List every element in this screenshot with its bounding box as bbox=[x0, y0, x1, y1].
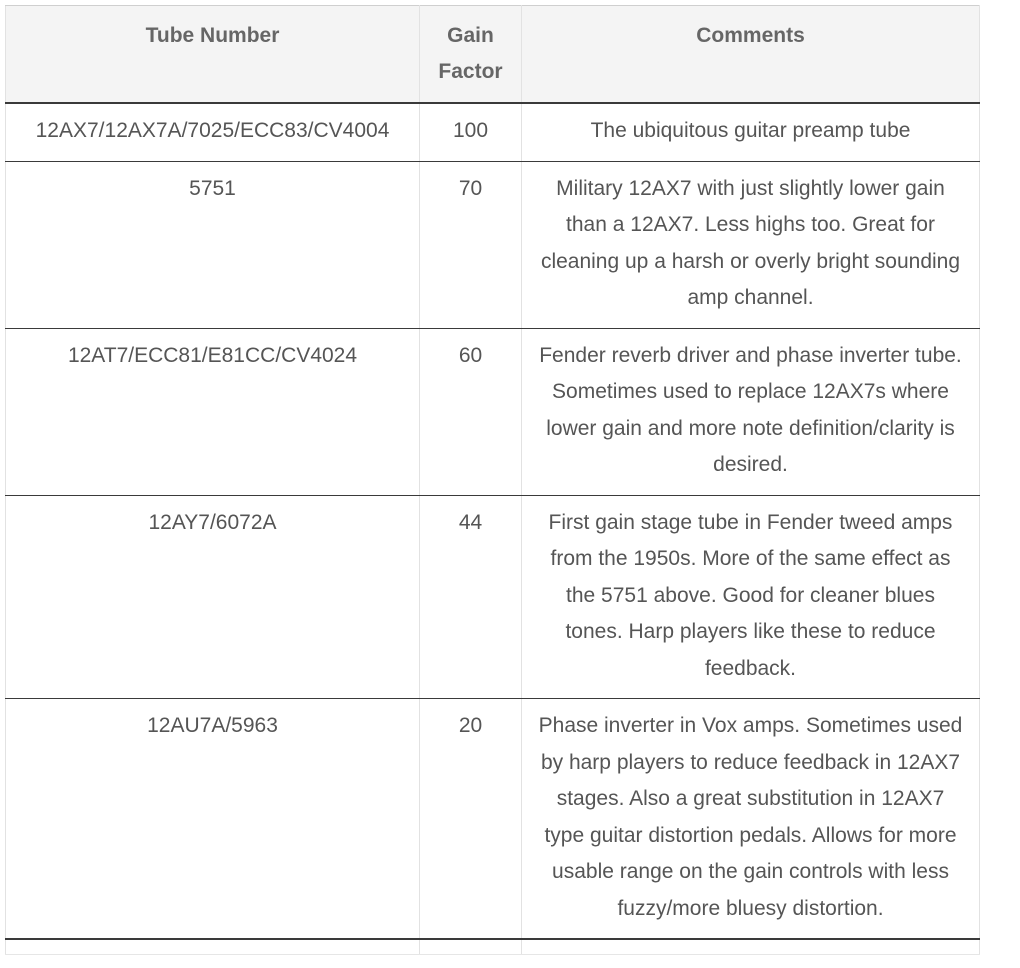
cell-gain-factor: 60 bbox=[420, 328, 522, 495]
header-row bbox=[6, 6, 980, 104]
cell-gain-factor: 70 bbox=[420, 161, 522, 328]
cell-tube-number: 5751 bbox=[6, 161, 420, 328]
cell-gain-factor: 100 bbox=[420, 103, 522, 161]
cell-gain-factor: 20 bbox=[420, 699, 522, 940]
header-tube-number: Tube Number bbox=[6, 6, 420, 104]
table-row-empty bbox=[6, 939, 980, 955]
table-header bbox=[6, 6, 980, 104]
cell-tube-number: 12AX7/12AX7A/7025/ECC83/CV4004 bbox=[6, 103, 420, 161]
cell-tube-number: 12AT7/ECC81/E81CC/CV4024 bbox=[6, 328, 420, 495]
table-row bbox=[6, 699, 980, 940]
cell-comment: The ubiquitous guitar preamp tube bbox=[522, 103, 980, 161]
tube-gain-table-container bbox=[5, 5, 979, 955]
cell-empty bbox=[6, 939, 420, 955]
cell-gain-factor: 44 bbox=[420, 495, 522, 699]
cell-comment: Military 12AX7 with just slightly lower gain than a 12AX7. Less highs too. Great for cleaning up a harsh or overly bright sounding amp channel. bbox=[522, 161, 980, 328]
cell-empty bbox=[522, 939, 980, 955]
header-gain-factor: Gain Factor bbox=[420, 6, 522, 104]
header-comments: Comments bbox=[522, 6, 980, 104]
cell-comment: Fender reverb driver and phase inverter tube. Sometimes used to replace 12AX7s where lower gain and more note definition/clarity is desired. bbox=[522, 328, 980, 495]
table-row bbox=[6, 161, 980, 328]
table-row bbox=[6, 103, 980, 161]
tube-gain-table bbox=[5, 5, 980, 955]
table-body bbox=[6, 103, 980, 955]
cell-tube-number: 12AU7A/5963 bbox=[6, 699, 420, 940]
cell-comment: First gain stage tube in Fender tweed amps from the 1950s. More of the same effect as the 5751 above. Good for cleaner blues tones. Harp players like these to reduce feedback. bbox=[522, 495, 980, 699]
table-row bbox=[6, 328, 980, 495]
cell-comment: Phase inverter in Vox amps. Sometimes used by harp players to reduce feedback in 12AX7 stages. Also a great substitution in 12AX7 type guitar distortion pedals. Allows for more usable range on the gain controls with less fuzzy/more bluesy distortion. bbox=[522, 699, 980, 940]
cell-empty bbox=[420, 939, 522, 955]
cell-tube-number: 12AY7/6072A bbox=[6, 495, 420, 699]
table-row bbox=[6, 495, 980, 699]
